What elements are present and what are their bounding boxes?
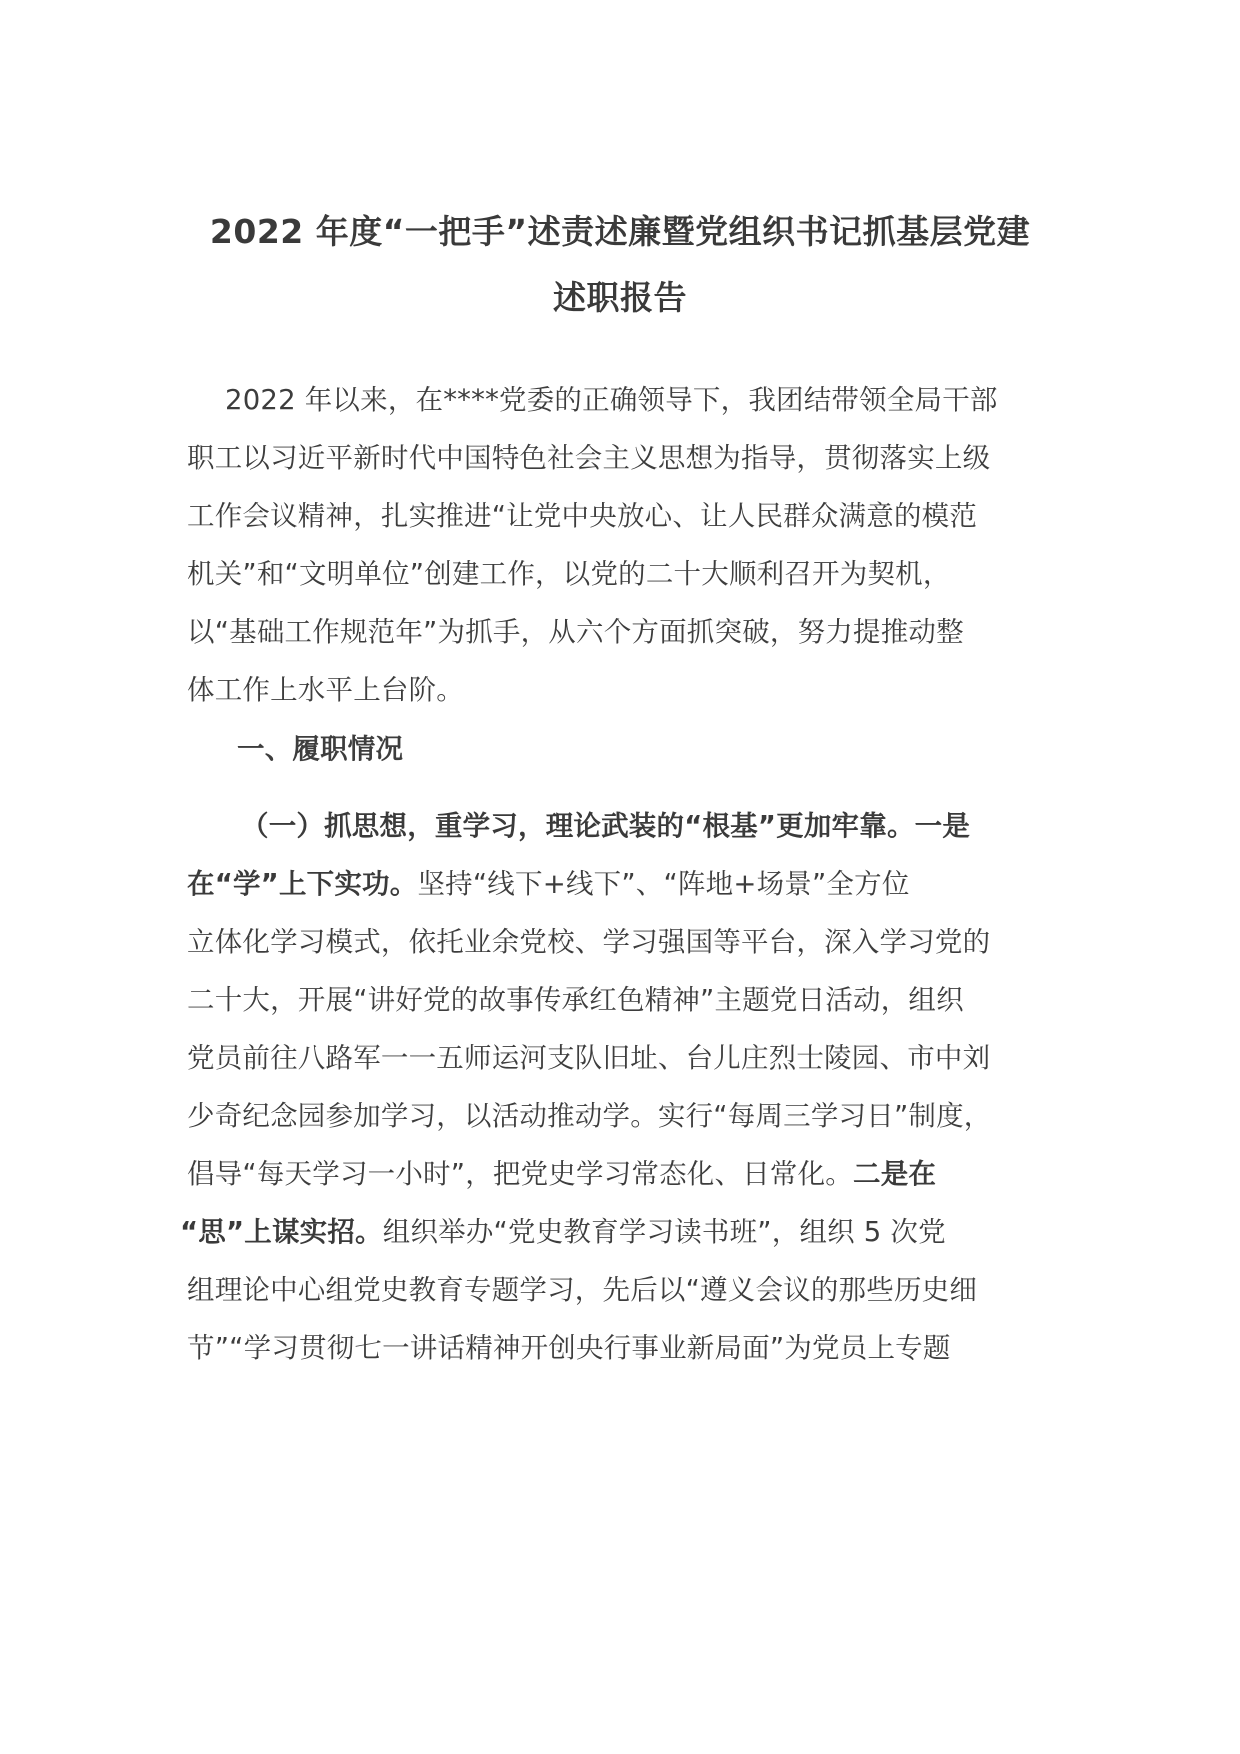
subsection-heading-1	[241, 803, 970, 843]
subsection-heading-text: （一）抓思想，重学习，理论武装的“根基”更加牢靠。	[241, 810, 915, 842]
intro-line-6: 体工作上水平上台阶。	[187, 674, 464, 706]
body-line-1-bold: 在“学”上下实功。	[187, 868, 418, 900]
body-line-5: 少奇纪念园参加学习，以活动推动学。实行“每周三学习日”制度，	[187, 1100, 992, 1132]
document-title-line-1: 2022 年度“一把手”述责述廉暨党组织书记抓基层党建	[209, 212, 1031, 251]
intro-line-3: 工作会议精神，扎实推进“让党中央放心、让人民群众满意的模范	[187, 500, 978, 532]
body-line-4: 党员前往八路军一一五师运河支队旧址、台儿庄烈士陵园、市中刘	[187, 1042, 991, 1074]
subsection-heading-tail: 一是	[914, 810, 971, 842]
body-line-7-text: 组织举办“党史教育学习读书班”，组织 5 次党	[382, 1216, 946, 1248]
body-line-2: 立体化学习模式，依托业余党校、学习强国等平台，深入学习党的	[187, 926, 991, 958]
body-line-1-text: 坚持“线下+线下”、“阵地+场景”全方位	[417, 868, 910, 900]
body-line-6-text: 倡导“每天学习一小时”，把党史学习常态化、日常化。	[187, 1158, 853, 1190]
body-line-1	[187, 861, 910, 901]
body-line-8: 组理论中心组党史教育专题学习，先后以“遵义会议的那些历史细	[187, 1274, 978, 1306]
body-line-6-bold-tail: 二是在	[853, 1158, 937, 1190]
body-line-3: 二十大，开展“讲好党的故事传承红色精神”主题党日活动，组织	[187, 984, 964, 1016]
intro-line-5: 以“基础工作规范年”为抓手，从六个方面抓突破，努力提推动整	[187, 616, 964, 648]
intro-line-2: 职工以习近平新时代中国特色社会主义思想为指导，贯彻落实上级	[187, 442, 991, 474]
section-heading-1: 一、履职情况	[237, 733, 404, 765]
body-line-7-bold: “思”上谋实招。	[180, 1216, 383, 1248]
body-line-7	[180, 1209, 946, 1249]
body-line-9: 节”“学习贯彻七一讲话精神开创央行事业新局面”为党员上专题	[187, 1332, 951, 1364]
body-line-6	[187, 1151, 936, 1191]
document-title-line-2: 述职报告	[553, 278, 687, 317]
intro-line-1: 2022 年以来，在****党委的正确领导下，我团结带领全局干部	[225, 384, 998, 416]
intro-line-4: 机关”和“文明单位”创建工作，以党的二十大顺利召开为契机，	[187, 558, 951, 590]
